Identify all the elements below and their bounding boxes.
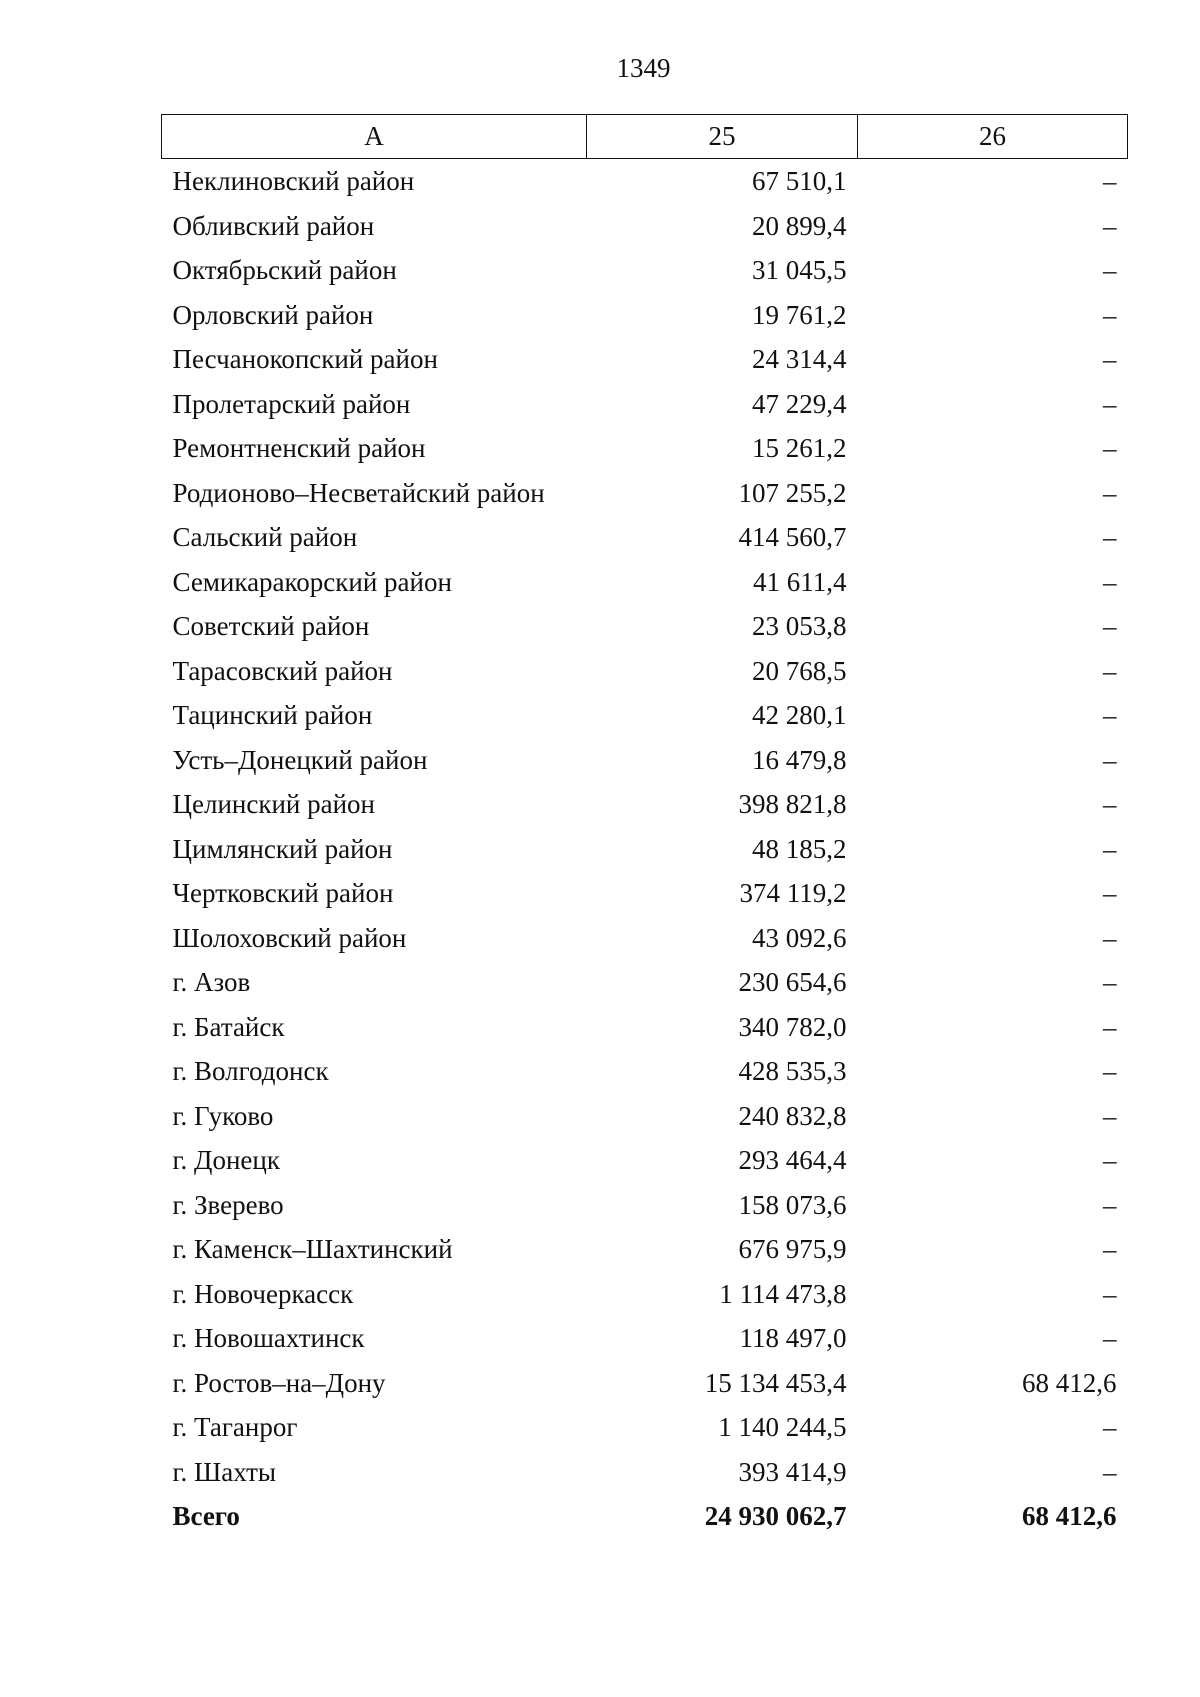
row-value-26-cell: –	[1103, 789, 1117, 819]
row-name-cell: г. Ростов–на–Дону	[172, 1367, 386, 1398]
row-value-25-cell: 340 782,0	[738, 1011, 847, 1042]
table-row	[162, 1272, 1128, 1317]
row-value-26-cell: –	[1103, 700, 1117, 730]
row-value-25-cell: 1 114 473,8	[719, 1278, 847, 1309]
row-value-25-cell: 42 280,1	[752, 700, 847, 730]
row-value-25-cell: 107 255,2	[738, 477, 847, 508]
row-value-26-cell: –	[1103, 433, 1117, 463]
table-row	[162, 1183, 1128, 1228]
table-row	[162, 159, 1128, 204]
budget-table	[161, 114, 1128, 1539]
row-value-25-cell: 374 119,2	[739, 878, 847, 908]
table-row	[162, 916, 1128, 961]
table-row	[162, 248, 1128, 293]
row-name-cell: г. Донецк	[172, 1145, 280, 1175]
table-body	[162, 159, 1128, 1539]
row-value-25-cell: 19 761,2	[752, 299, 847, 330]
table-row	[162, 1405, 1128, 1450]
row-name-cell: г. Новочеркасск	[172, 1278, 354, 1309]
row-value-25-cell: 240 832,8	[738, 1100, 847, 1131]
row-value-26-cell: –	[1103, 522, 1117, 552]
table-row	[162, 426, 1128, 471]
row-value-25-cell: 43 092,6	[752, 922, 847, 953]
row-value-25-cell: 24 314,4	[752, 344, 847, 374]
row-value-26-cell: –	[1103, 611, 1117, 641]
row-value-26-cell: –	[1103, 744, 1117, 775]
total-row	[162, 1494, 1128, 1539]
table-row	[162, 827, 1128, 872]
row-name-cell: Семикаракорский район	[172, 566, 452, 597]
row-value-26-cell: –	[1103, 210, 1117, 241]
row-value-26-cell: –	[1103, 922, 1117, 953]
table-header	[162, 115, 1128, 159]
row-value-25-cell: 20 899,4	[752, 210, 847, 241]
table-row	[162, 515, 1128, 560]
table-row	[162, 1227, 1128, 1272]
table-row	[162, 471, 1128, 516]
row-name-cell: Ремонтненский район	[172, 433, 426, 463]
row-value-26-cell: –	[1103, 1145, 1117, 1175]
row-value-26-cell: –	[1103, 1323, 1117, 1353]
header-column-25: 25	[587, 115, 858, 159]
table-row	[162, 1094, 1128, 1139]
table-row	[162, 1361, 1128, 1406]
row-name-cell: г. Батайск	[172, 1011, 285, 1042]
row-name-cell: г. Азов	[172, 967, 251, 997]
row-name-cell: Чертковский район	[172, 878, 394, 908]
table-row	[162, 604, 1128, 649]
header-column-26: 26	[858, 115, 1128, 159]
row-value-25-cell: 24 930 062,7	[704, 1501, 847, 1531]
row-name-cell: Целинский район	[172, 789, 375, 819]
row-value-25-cell: 1 140 244,5	[718, 1412, 847, 1442]
table-row	[162, 1450, 1128, 1495]
row-value-25-cell: 158 073,6	[738, 1189, 847, 1220]
row-name-cell: Сальский район	[172, 522, 358, 552]
row-name-cell: г. Волгодонск	[172, 1056, 329, 1086]
table-row	[162, 1005, 1128, 1050]
row-value-25-cell: 15 134 453,4	[704, 1367, 847, 1398]
row-value-26-cell: –	[1103, 1189, 1117, 1220]
table-row	[162, 782, 1128, 827]
row-value-26-cell: –	[1103, 655, 1117, 686]
row-value-25-cell: 414 560,7	[738, 522, 847, 552]
header-column-a: А	[162, 115, 587, 159]
row-name-cell: г. Каменск–Шахтинский	[172, 1234, 453, 1264]
row-name-cell: г. Шахты	[172, 1456, 277, 1487]
row-name-cell: Усть–Донецкий район	[172, 744, 428, 775]
row-value-26-cell: –	[1103, 1056, 1117, 1086]
table-row	[162, 204, 1128, 249]
row-value-25-cell: 41 611,4	[753, 566, 847, 597]
row-name-cell: г. Зверево	[172, 1189, 284, 1220]
row-value-26-cell: –	[1103, 477, 1117, 508]
row-name-cell: Всего	[172, 1501, 240, 1531]
table-row	[162, 649, 1128, 694]
row-value-26-cell: –	[1103, 967, 1117, 997]
row-value-26-cell: –	[1103, 388, 1117, 419]
row-name-cell: Орловский район	[172, 299, 374, 330]
row-value-25-cell: 398 821,8	[738, 789, 847, 819]
row-name-cell: Пролетарский район	[172, 388, 411, 419]
table-row	[162, 960, 1128, 1005]
row-value-25-cell: 393 414,9	[738, 1456, 847, 1487]
row-value-25-cell: 48 185,2	[752, 833, 847, 864]
row-value-25-cell: 20 768,5	[752, 655, 847, 686]
row-value-26-cell: 68 412,6	[1022, 1367, 1117, 1398]
row-name-cell: Песчанокопский район	[172, 344, 438, 374]
row-name-cell: Неклиновский район	[172, 166, 415, 196]
row-value-25-cell: 230 654,6	[738, 967, 847, 997]
table-row	[162, 1316, 1128, 1361]
table-row	[162, 560, 1128, 605]
row-value-25-cell: 47 229,4	[752, 388, 847, 419]
row-value-26-cell: –	[1103, 878, 1117, 908]
row-value-26-cell: 68 412,6	[1022, 1501, 1117, 1531]
row-value-25-cell: 293 464,4	[738, 1145, 847, 1175]
table-row	[162, 693, 1128, 738]
row-value-26-cell: –	[1103, 833, 1117, 864]
row-value-26-cell: –	[1103, 1278, 1117, 1309]
row-value-26-cell: –	[1103, 299, 1117, 330]
row-value-25-cell: 676 975,9	[738, 1234, 847, 1264]
row-value-26-cell: –	[1103, 1234, 1117, 1264]
row-name-cell: г. Таганрог	[172, 1412, 298, 1442]
row-value-26-cell: –	[1103, 166, 1117, 196]
row-value-25-cell: 67 510,1	[752, 166, 847, 196]
table-row	[162, 382, 1128, 427]
table-row	[162, 871, 1128, 916]
row-name-cell: Тацинский район	[172, 700, 373, 730]
row-value-25-cell: 15 261,2	[752, 433, 847, 463]
page-number: 1349	[616, 53, 671, 83]
row-value-25-cell: 16 479,8	[752, 744, 847, 775]
row-value-26-cell: –	[1103, 1412, 1117, 1442]
row-value-26-cell: –	[1103, 344, 1117, 374]
row-name-cell: Цимлянский район	[172, 833, 393, 864]
row-name-cell: Шолоховский район	[172, 922, 407, 953]
header-row	[162, 115, 1128, 159]
table-row	[162, 337, 1128, 382]
row-value-25-cell: 428 535,3	[738, 1056, 847, 1086]
row-value-25-cell: 118 497,0	[739, 1323, 847, 1353]
row-name-cell: г. Новошахтинск	[172, 1323, 365, 1353]
table-row	[162, 1049, 1128, 1094]
row-value-26-cell: –	[1103, 1456, 1117, 1487]
row-name-cell: Обливский район	[172, 210, 375, 241]
table-row	[162, 1138, 1128, 1183]
table-row	[162, 738, 1128, 783]
row-name-cell: г. Гуково	[172, 1100, 274, 1131]
row-name-cell: Октябрьский район	[172, 255, 397, 285]
row-value-26-cell: –	[1103, 566, 1117, 597]
row-value-26-cell: –	[1103, 1100, 1117, 1131]
row-value-26-cell: –	[1103, 255, 1117, 285]
row-value-25-cell: 31 045,5	[752, 255, 847, 285]
row-value-25-cell: 23 053,8	[752, 611, 847, 641]
row-value-26-cell: –	[1103, 1011, 1117, 1042]
row-name-cell: Советский район	[172, 611, 370, 641]
row-name-cell: Родионово–Несветайский район	[172, 477, 545, 508]
table-row	[162, 293, 1128, 338]
row-name-cell: Тарасовский район	[172, 655, 393, 686]
